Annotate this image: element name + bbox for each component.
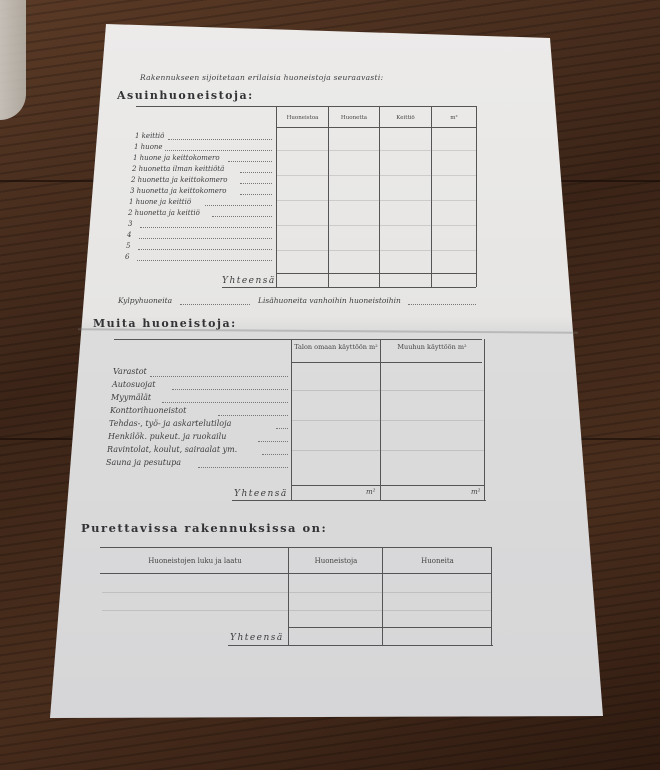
table3-row-line (102, 592, 491, 593)
table1-row-label: 6 (125, 253, 130, 261)
cloth-corner (0, 0, 26, 120)
section-heading-asuin: Asuinhuoneistoja: (117, 89, 254, 102)
table2-row-label: Myymälät (111, 393, 152, 402)
leader-dots (139, 238, 272, 239)
leader-dots (198, 467, 288, 468)
leader-dots (137, 260, 272, 261)
table1-bottom-rule (276, 287, 476, 288)
table1-row-label: 1 keittiö (135, 132, 165, 140)
leader-dots (218, 415, 288, 416)
table1-row-line (277, 175, 476, 176)
table2-top-rule (114, 339, 482, 340)
table1-total-rule (276, 273, 476, 274)
table1-row-line (277, 200, 476, 201)
table3-total-label: Yhteensä (230, 633, 284, 643)
table2-total-rule (291, 485, 485, 486)
leader-dots (240, 194, 272, 195)
table1-row-label: 2 huonetta ja keittiö (128, 209, 200, 217)
table1-row-line (277, 225, 476, 226)
table1-row-label: 3 huonetta ja keittokomero (130, 187, 227, 195)
table2-row-label: Konttorihuoneistot (110, 406, 187, 415)
table2-row-line (292, 450, 484, 451)
table2-row-line (292, 390, 484, 391)
leader-dots (240, 183, 272, 184)
table1-col-header: Huoneistoa (286, 115, 319, 121)
table1-row-label: 1 huone ja keittokomero (133, 154, 220, 162)
table2-row-label: Henkilök. pukeut. ja ruokailu (108, 432, 227, 441)
table2-col-line (484, 339, 485, 500)
table2-col-header: Muuhun käyttöön m² (397, 343, 467, 351)
leader-dots (205, 205, 272, 206)
table2-col-header: Talon omaan käyttöön m² (294, 343, 378, 351)
table1-row-label: 3 (128, 220, 133, 228)
table1-col-line (276, 106, 277, 287)
table2-unit: m² (366, 488, 376, 496)
form-intro: Rakennukseen sijoitetaan erilaisia huoneistoja seuraavasti: (140, 73, 384, 82)
table2-row-label: Varastot (113, 367, 147, 376)
table1-row-label: 1 huone ja keittiö (129, 198, 192, 206)
table2-header-rule (291, 362, 482, 363)
table1-total-underline (222, 287, 277, 288)
table2-row-label: Autosuojat (112, 380, 156, 389)
table1-row-label: 2 huonetta ja keittokomero (131, 176, 228, 184)
extra-rooms-label: Lisähuoneita vanhoihin huoneistoihin (258, 296, 401, 305)
table3-col-header: Huoneistojen luku ja laatu (148, 557, 242, 565)
table1-col-line (379, 106, 380, 287)
table2-row-label: Sauna ja pesutupa (106, 458, 182, 467)
table2-unit: m² (471, 488, 481, 496)
table3-col-header: Huoneistoja (314, 557, 358, 565)
table1-row-label: 4 (127, 231, 132, 239)
leader-dots (258, 441, 288, 442)
leader-dots (162, 402, 288, 403)
leader-dots (240, 172, 272, 173)
section-heading-purettavissa: Purettavissa rakennuksissa on: (81, 521, 328, 535)
leader-dots (276, 428, 288, 429)
leader-dots (138, 249, 272, 250)
table1-top-rule (136, 106, 476, 107)
table2-row-label: Tehdas-, työ- ja askartelutiloja (109, 419, 232, 428)
table1-total-label: Yhteensä (222, 276, 276, 286)
leader-dots (228, 161, 272, 162)
leader-dots (140, 227, 272, 228)
table1-col-header: Huonetta (340, 115, 368, 121)
table1-col-header: m² (450, 115, 458, 121)
table3-col-line (491, 547, 492, 645)
section-heading-muita: Muita huoneistoja: (93, 317, 237, 330)
table1-row-label: 1 huone (134, 143, 163, 151)
bathrooms-label: Kylpyhuoneita (118, 296, 173, 305)
table1-row-line (277, 150, 476, 151)
table1-row-label: 5 (126, 242, 131, 250)
table2-row-label: Ravintolat, koulut, sairaalat ym. (107, 445, 238, 454)
table2-bottom-rule (232, 500, 486, 501)
table3-total-rule (288, 627, 492, 628)
table2-total-label: Yhteensä (234, 489, 288, 499)
leader-dots (262, 454, 288, 455)
table1-col-header: Keittiö (396, 115, 415, 121)
table3-bottom-rule (228, 645, 493, 646)
table3-col-header: Huoneita (421, 557, 454, 565)
table1-header-rule (276, 127, 476, 128)
table3-top-rule (100, 547, 492, 548)
table1-col-line (476, 106, 477, 287)
table3-col-line (382, 547, 383, 645)
table1-col-line (431, 106, 432, 287)
table3-header-rule (100, 573, 492, 574)
table1-row-line (277, 250, 476, 251)
table2-row-line (292, 420, 484, 421)
leader-dots (165, 150, 272, 151)
leader-dots (168, 139, 272, 140)
table3-col-line (288, 547, 289, 645)
table1-col-line (328, 106, 329, 287)
leader-dots (212, 216, 272, 217)
leader-dots (180, 304, 250, 305)
leader-dots (172, 389, 288, 390)
leader-dots (150, 376, 288, 377)
table3-row-line (102, 610, 491, 611)
table1-row-label: 2 huonetta ilman keittiötä (132, 165, 225, 173)
leader-dots (408, 304, 476, 305)
